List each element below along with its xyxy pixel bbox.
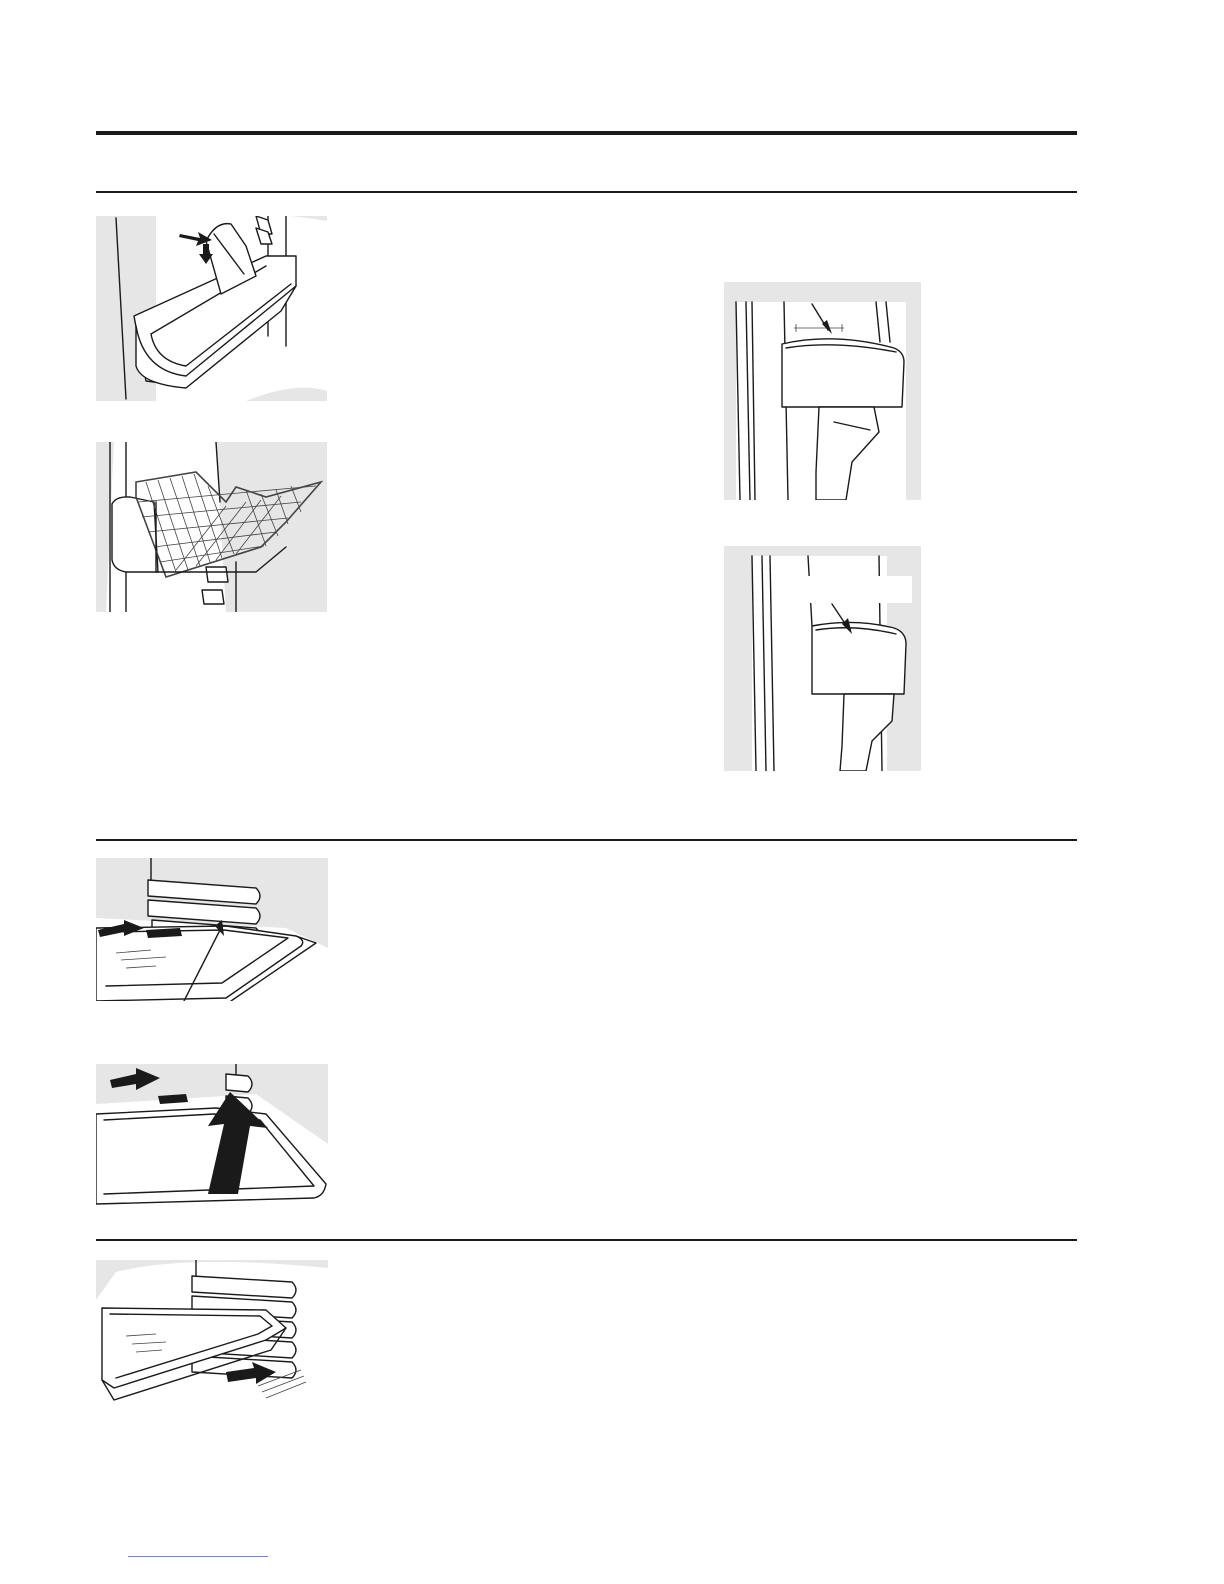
shelf-slide-out-illustration — [96, 858, 328, 1001]
door-bin-push-icon — [724, 546, 921, 771]
door-bin-lift-icon — [724, 282, 921, 500]
wine-rack-illustration — [96, 442, 327, 612]
shelf-tilt-remove-illustration — [96, 1064, 328, 1207]
bin-insert-illustration — [724, 546, 921, 771]
wire-wine-rack-icon — [96, 442, 327, 612]
bin-removal-illustration — [724, 282, 921, 500]
footer-link-underline — [128, 1556, 268, 1557]
door-bin-with-divider-icon — [96, 216, 327, 401]
section-rule-1 — [96, 191, 1077, 193]
section-rule-2 — [96, 839, 1077, 841]
section-rule-3 — [96, 1239, 1077, 1241]
glass-shelf-tilt-icon — [96, 1064, 328, 1207]
shelf-reinstall-illustration — [96, 1260, 328, 1418]
glass-shelf-insert-icon — [96, 1260, 328, 1418]
glass-shelf-slide-icon — [96, 858, 328, 1001]
door-bin-divider-illustration — [96, 216, 327, 401]
top-heavy-rule — [96, 131, 1077, 135]
